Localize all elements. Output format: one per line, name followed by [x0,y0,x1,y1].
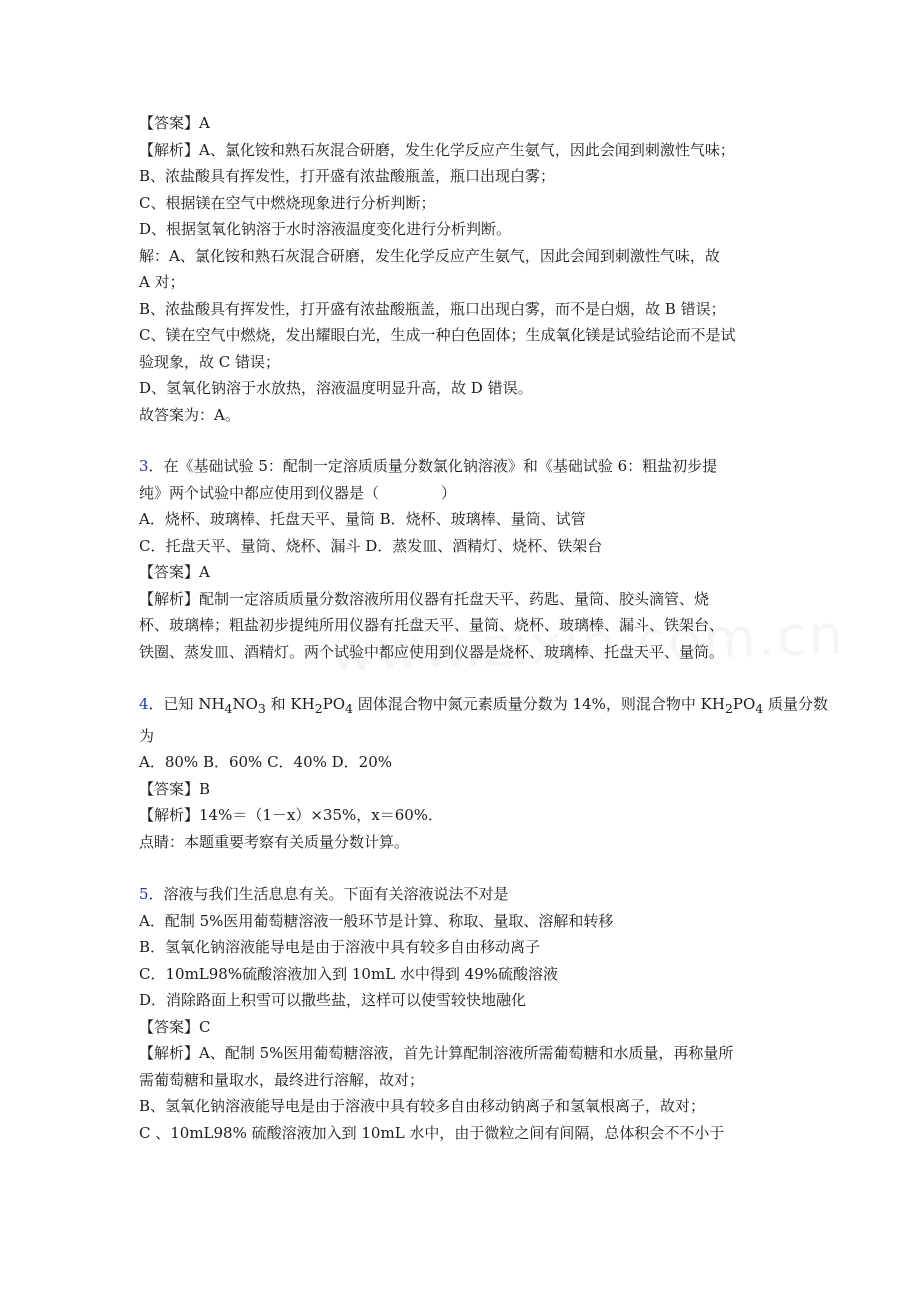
q3-stem-line2 [139,480,789,507]
subscript: 4 [755,701,764,716]
q5-option: C．10mL98%硫酸溶液加入到 10mL 水中得到 49%硫酸溶液 [139,964,559,983]
subscript: 3 [257,701,266,716]
q4-stem-text: 固体混合物中氮元素质量分数为 14%，则混合物中 KH [353,695,725,713]
q3-analysis-line: 铁圈、蒸发皿、酒精灯。两个试验中都应使用到仪器是烧杯、玻璃棒、托盘天平、量筒。 [139,642,725,661]
document-content [139,110,829,1146]
q2-analysis-line: 故答案为：A。 [139,405,240,424]
q4-answer: 【答案】B [139,779,211,798]
q5-analysis-line: 需葡萄糖和量取水，最终进行溶解，故对； [139,1070,425,1089]
q2-analysis-line: C、根据镁在空气中燃烧现象进行分析判断； [139,193,436,212]
q3-stem [139,453,789,480]
q5-analysis-line: C 、10mL98% 硫酸溶液加入到 10mL 水中，由于微粒之间有间隔，总体积会不不小于 [139,1123,725,1142]
q2-analysis-line: B、浓盐酸具有挥发性，打开盛有浓盐酸瓶盖，瓶口出现白雾； [139,167,556,185]
q4-stem-line2: 为 [139,726,155,745]
spacer [139,428,789,453]
q2-analysis-line: A 对； [139,273,185,291]
q3-number: 3 [139,457,149,475]
q4-stem-text: PO [732,695,756,713]
q5-answer: 【答案】C [139,1017,211,1036]
spacer [139,855,789,881]
q5-option: A．配制 5%医用葡萄糖溶液一般环节是计算、称取、量取、溶解和转移 [139,911,614,930]
q5-number: 5 [139,885,149,903]
q4-stem-text: 质量分数 [763,695,829,713]
q4-stem-text: PO [322,695,346,713]
subscript: 2 [724,701,733,716]
q2-analysis-line: 验现象，故 C 错误； [139,352,281,371]
q5-option: B．氢氧化钠溶液能导电是由于溶液中具有较多自由移动离子 [139,938,541,956]
q4-stem-text: 和 KH [265,695,315,713]
q3-stem-text: 纯》两个试验中都应使用到仪器是（ [139,483,380,502]
q3-analysis-line: 杯、玻璃棒；粗盐初步提纯所用仪器有托盘天平、量筒、烧杯、玻璃棒、漏斗、铁架台、 [139,616,725,634]
subscript: 4 [345,701,353,716]
q3-analysis-line: 【解析】配制一定溶质质量分数溶液所用仪器有托盘天平、药匙、量筒、胶头滴管、烧 [139,589,710,608]
q4-dianjing: 点睛：本题重要考察有关质量分数计算。 [139,832,410,851]
q2-analysis-line: D、氢氧化钠溶于水放热，溶液温度明显升高，故 D 错误。 [139,379,533,397]
q2-answer: 【答案】A [139,114,210,132]
q5-analysis-line: 【解析】A、配制 5%医用葡萄糖溶液，首先计算配制溶液所需葡萄糖和水质量，再称量所 [139,1044,734,1062]
q4-options: A．80% B．60% C．40% D．20% [139,753,393,771]
q5-stem [139,881,789,908]
q5-option: D．消除路面上积雪可以撒些盐，这样可以使雪较快地融化 [139,991,527,1009]
q4-number: 4 [139,695,149,713]
q2-analysis-line: 【解析】A、氯化铵和熟石灰混合研磨，发生化学反应产生氨气，因此会闻到刺激性气味； [139,140,735,159]
q2-analysis-line: D、根据氢氧化钠溶于水时溶液温度变化进行分析判断。 [139,220,512,238]
q2-analysis-line: B、浓盐酸具有挥发性，打开盛有浓盐酸瓶盖，瓶口出现白雾，而不是白烟，故 B 错误； [139,299,726,318]
q3-stem-text: ．在《基础试验 5：配制一定溶质质量分数氯化钠溶液》和《基础试验 6：粗盐初步提 [148,457,718,475]
q3-options: A．烧杯、玻璃棒、托盘天平、量筒 B．烧杯、玻璃棒、量筒、试管 [139,510,586,528]
q3-stem-text: ） [441,483,457,502]
q2-analysis-line: C、镁在空气中燃烧，发出耀眼白光，生成一种白色固体；生成氧化镁是试验结论而不是试 [139,326,736,344]
q5-stem-text: ．溶液与我们生活息息有关。下面有关溶液说法不对是 [148,885,509,903]
q4-stem-text: NO [232,695,258,713]
spacer [139,665,789,691]
subscript: 2 [314,701,323,716]
q4-analysis: 【解析】14%＝（1－x）×35%，x＝60%． [139,806,444,824]
q4-stem [139,691,829,723]
q3-options: C．托盘天平、量筒、烧杯、漏斗 D．蒸发皿、酒精灯、烧杯、铁架台 [139,536,603,555]
q2-analysis-line: 解：A、氯化铵和熟石灰混合研磨，发生化学反应产生氨气，因此会闻到刺激性气味，故 [139,246,720,265]
q3-answer: 【答案】A [139,563,210,581]
subscript: 4 [224,701,233,716]
q5-analysis-line: B、氢氧化钠溶液能导电是由于溶液中具有较多自由移动钠离子和氢氧根离子，故对； [139,1097,706,1115]
q4-stem-text: ．已知 NH [148,695,225,713]
